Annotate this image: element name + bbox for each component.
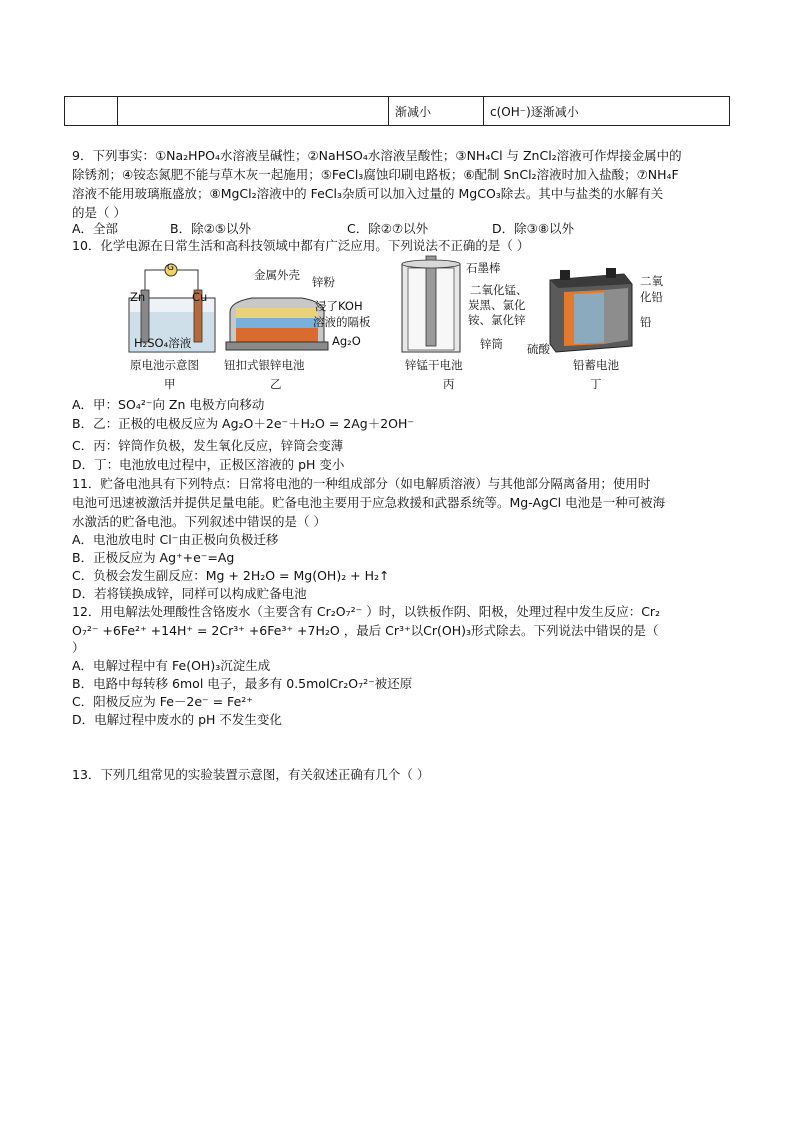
silver-oxide-label: Ag₂O — [332, 334, 361, 348]
lead-dioxide-label-1: 二氧 — [640, 274, 663, 288]
q12-option-a: A．电解过程中有 Fe(OH)₃沉淀生成 — [72, 658, 271, 673]
graphite-rod-label: 石墨棒 — [466, 261, 501, 275]
lead-label: 铅 — [640, 315, 652, 329]
dry-cell-figure — [400, 254, 462, 354]
galvanometer-label: G — [167, 263, 174, 273]
q11-line1: 11．贮备电池具有下列特点：日常将电池的一种组成部分（如电解质溶液）与其他部分隔离备用；使用时 — [72, 476, 651, 491]
q12-line3: ） — [72, 640, 85, 655]
q10-option-c: C．丙：锌筒作负极，发生氧化反应，锌筒会变薄 — [72, 438, 344, 453]
paste-label-1: 二氧化锰、 — [470, 283, 528, 297]
figure-yi-caption: 钮扣式银锌电池 — [224, 358, 305, 372]
q9-option-d: D．除③⑧以外 — [492, 221, 575, 236]
figure-jia-caption: 原电池示意图 — [130, 358, 199, 372]
separator-label-2: 溶液的隔板 — [313, 315, 371, 329]
q12-line1: 12．用电解法处理酸性含铬废水（主要含有 Cr₂O₇²⁻ ）时，以铁板作阴、阳极，处理过程中发生反应：Cr₂ — [72, 604, 661, 619]
lead-acid-battery-figure — [544, 266, 636, 354]
separator-label-1: 浸了KOH — [315, 299, 363, 313]
q11-option-a: A．电池放电时 Cl⁻由正极向负极迁移 — [72, 532, 279, 547]
q9-option-b: B．除②⑤以外 — [170, 221, 251, 236]
zinc-powder-label: 锌粉 — [312, 275, 335, 289]
table-cell — [65, 97, 118, 126]
table-cell: 渐减小 — [389, 97, 484, 126]
paste-label-2: 炭黑、氯化 — [468, 298, 526, 312]
q9-line2: 除锈剂；④铵态氮肥不能与草木灰一起施用；⑤FeCl₃腐蚀印刷电路板；⑥配制 SnCl₂溶液时加入盐酸；⑦NH₄F — [72, 167, 679, 182]
q12-option-b: B．电路中每转移 6mol 电子，最多有 0.5molCr₂O₇²⁻被还原 — [72, 676, 413, 691]
zinc-can-label: 锌筒 — [480, 337, 503, 351]
table-row — [65, 97, 730, 126]
q9-line4: 的是（ ） — [72, 205, 126, 220]
figure-yi-name: 乙 — [270, 377, 282, 391]
q12-option-c: C．阳极反应为 Fe－2e⁻ = Fe²⁺ — [72, 694, 253, 709]
q9-line3: 溶液不能用玻璃瓶盛放；⑧MgCl₂溶液中的 FeCl₃杂质可以加入过量的 MgCO₃除去。其中与盐类的水解有关 — [72, 186, 664, 201]
table-cell: c(OH⁻)逐渐减小 — [484, 97, 730, 126]
zn-label: Zn — [130, 290, 146, 304]
electrolyte-label: H₂SO₄溶液 — [134, 336, 192, 350]
figure-bing-name: 丙 — [443, 377, 455, 391]
q11-line2: 电池可迅速被激活并提供足量电能。贮备电池主要用于应急救援和武器系统等。Mg-AgCl 电池是一种可被海 — [72, 495, 666, 510]
q10-option-d: D．丁：电池放电过程中，正极区溶液的 pH 变小 — [72, 457, 345, 472]
q11-line3: 水激活的贮备电池。下列叙述中错误的是（ ） — [72, 514, 326, 529]
q13-stem: 13．下列几组常见的实验装置示意图，有关叙述正确有几个（ ） — [72, 767, 430, 782]
figure-ding-name: 丁 — [590, 377, 602, 391]
q9-option-c: C．除②⑦以外 — [347, 221, 429, 236]
metal-shell-label: 金属外壳 — [254, 268, 300, 282]
paste-label-3: 铵、氯化锌 — [468, 313, 526, 327]
q11-option-c: C．负极会发生副反应：Mg + 2H₂O = Mg(OH)₂ + H₂↑ — [72, 568, 390, 583]
answer-table-fragment — [64, 96, 730, 126]
lead-dioxide-label-2: 化铅 — [640, 290, 663, 304]
q11-option-b: B．正极反应为 Ag⁺+e⁻=Ag — [72, 550, 235, 565]
q12-option-d: D．电解过程中废水的 pH 不发生变化 — [72, 712, 282, 727]
q10-stem: 10．化学电源在日常生活和高科技领域中都有广泛应用。下列说法不正确的是（ ） — [72, 238, 530, 253]
q11-option-d: D．若将镁换成锌，同样可以构成贮备电池 — [72, 586, 307, 601]
q9-line1: 9．下列事实：①Na₂HPO₄水溶液呈碱性；②NaHSO₄水溶液呈酸性；③NH₄Cl 与 ZnCl₂溶液可作焊接金属中的 — [72, 148, 682, 163]
table-cell — [118, 97, 389, 126]
figure-bing-caption: 锌锰干电池 — [405, 358, 463, 372]
figure-jia-name: 甲 — [164, 377, 176, 391]
q10-option-a: A．甲：SO₄²⁻向 Zn 电极方向移动 — [72, 397, 265, 412]
q10-option-b: B．乙：正极的电极反应为 Ag₂O＋2e⁻＋H₂O = 2Ag＋2OH⁻ — [72, 416, 415, 431]
q12-line2: O₇²⁻ +6Fe²⁺ +14H⁺ = 2Cr³⁺ +6Fe³⁺ +7H₂O ，最后 Cr³⁺以Cr(OH)₃形式除去。下列说法中错误的是（ — [72, 623, 659, 638]
q9-option-a: A．全部 — [72, 221, 119, 236]
cu-label: Cu — [192, 290, 208, 304]
sulfuric-acid-label: 硫酸 — [527, 342, 550, 356]
figure-ding-caption: 铅蓄电池 — [573, 358, 619, 372]
